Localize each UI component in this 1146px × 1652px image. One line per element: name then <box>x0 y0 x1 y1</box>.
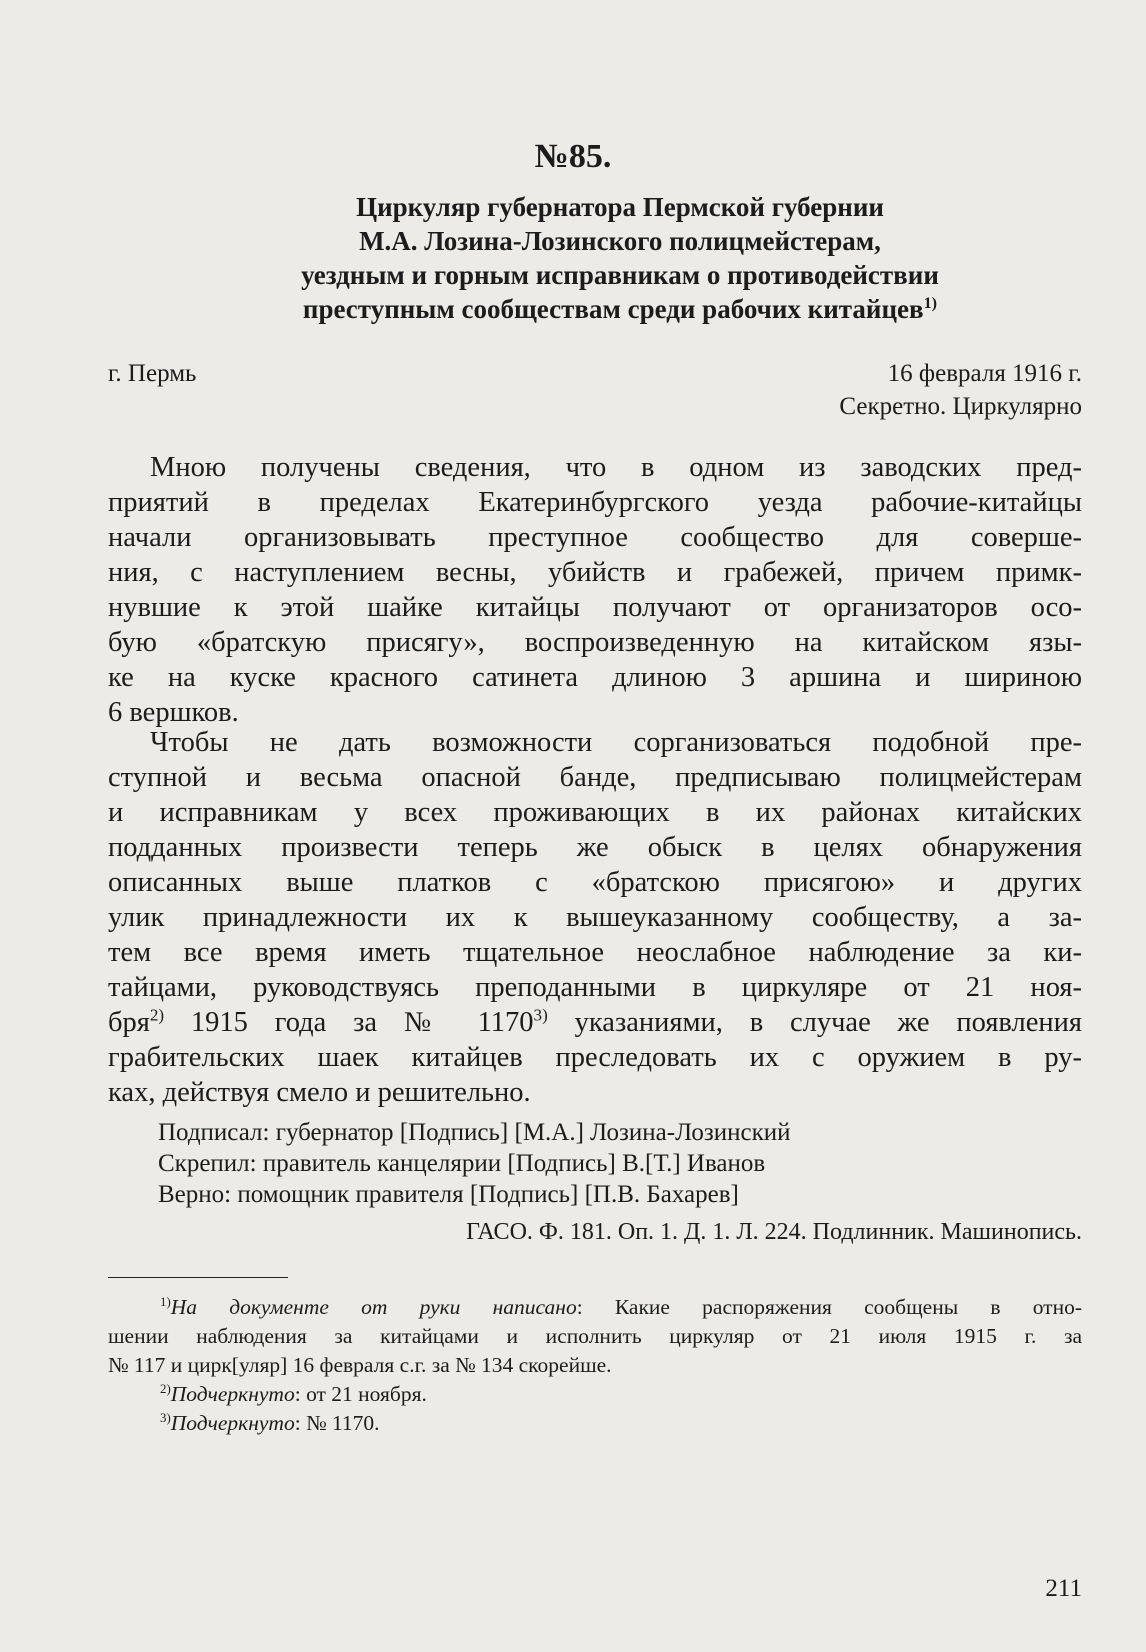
text-fragment: указаниями, в случае же появления <box>547 1007 1082 1038</box>
page-number: 211 <box>1045 1575 1082 1602</box>
text-line: нувшие к этой шайке китайцы получают от организаторов осо- <box>108 592 1082 623</box>
classification: Секретно. Циркулярно <box>839 393 1082 420</box>
archive-reference: ГАСО. Ф. 181. Оп. 1. Д. 1. Л. 224. Подлинник. Машинопись. <box>466 1219 1082 1245</box>
footnote-text: : от 21 ноября. <box>294 1382 427 1406</box>
signature-line: Верно: помощник правителя [Подпись] [П.В. Бахарев] <box>158 1181 739 1208</box>
footnote-ref: 3) <box>533 1005 548 1025</box>
date: 16 февраля 1916 г. <box>887 360 1082 387</box>
footnote-ref: 2) <box>149 1005 165 1025</box>
text-fragment: 1915 года за № 1170 <box>164 1007 534 1038</box>
signature-line: Подписал: губернатор [Подпись] [М.А.] Лозина-Лозинский <box>158 1119 791 1146</box>
text-line: бую «братскую присягу», воспроизведенную на китайском язы- <box>108 627 1082 658</box>
paragraph-2 <box>108 725 1082 1110</box>
title-line: Циркуляр губернатора Пермской губернии <box>356 192 884 222</box>
title-line-text: преступным сообществам среди рабочих китайцев <box>302 294 924 324</box>
footnote-label: Подчеркнуто <box>170 1382 295 1406</box>
text-line: Мною получены сведения, что в одном из заводских пред- <box>150 452 1082 483</box>
footnote-1 <box>108 1293 1082 1322</box>
footnote-2 <box>108 1380 1082 1409</box>
footnote-1-cont: № 117 и цирк[уляр] 16 февраля с.г. за № 134 скорейше. <box>108 1353 612 1377</box>
text-line <box>108 1005 1082 1040</box>
text-line: приятий в пределах Екатеринбургского уезда рабочие-китайцы <box>108 487 1082 518</box>
footnote-marker: 2) <box>160 1381 171 1396</box>
footnote-text: : № 1170. <box>294 1411 380 1435</box>
text-line: и исправникам у всех проживающих в их районах китайских <box>108 797 1082 828</box>
title-line <box>150 292 1090 326</box>
text-line: начали организовывать преступное сообщество для соверше- <box>108 522 1082 553</box>
footnote-marker: 1) <box>160 1294 171 1309</box>
paragraph-1 <box>108 450 1082 730</box>
text-line: улик принадлежности их к вышеуказанному сообществу, а за- <box>108 902 1082 933</box>
footnote-label: На документе от руки написано <box>170 1295 577 1319</box>
footnote-label: Подчеркнуто <box>170 1411 295 1435</box>
text-line: Чтобы не дать возможности сорганизоваться подобной пре- <box>150 727 1082 758</box>
footnote-ref: 1) <box>923 294 938 312</box>
text-fragment: бря <box>108 1007 150 1038</box>
footnote-divider <box>108 1277 288 1278</box>
place: г. Пермь <box>108 360 197 387</box>
document-title <box>150 190 1090 326</box>
signature-line: Скрепил: правитель канцелярии [Подпись] В.[Т.] Иванов <box>158 1150 766 1177</box>
text-line: тем все время иметь тщательное неослабное наблюдение за ки- <box>108 937 1082 968</box>
footnote-text: : Какие распоряжения сообщены в отно- <box>576 1295 1082 1319</box>
text-line: тайцами, руководствуясь преподанными в циркуляре от 21 ноя- <box>108 972 1082 1003</box>
text-line: ступной и весьма опасной банде, предписываю полицмейстерам <box>108 762 1082 793</box>
title-line: уездным и горным исправникам о противодействии <box>301 260 939 290</box>
text-line: ния, с наступлением весны, убийств и грабежей, причем примк- <box>108 557 1082 588</box>
footnotes <box>108 1293 1082 1438</box>
footnote-marker: 3) <box>160 1410 171 1425</box>
footnote-3 <box>108 1409 1082 1438</box>
document-number: №85. <box>534 138 612 175</box>
text-line: 6 вершков. <box>108 697 239 728</box>
text-line: ках, действуя смело и решительно. <box>108 1077 531 1108</box>
footnote-1-cont: шении наблюдения за китайцами и исполнить циркуляр от 21 июля 1915 г. за <box>108 1324 1082 1348</box>
text-line: ке на куске красного сатинета длиною 3 аршина и шириною <box>108 662 1082 693</box>
text-line: грабительских шаек китайцев преследовать их с оружием в ру- <box>108 1042 1082 1073</box>
text-line: подданных произвести теперь же обыск в целях обнаружения <box>108 832 1082 863</box>
title-line: М.А. Лозина-Лозинского полицмейстерам, <box>359 226 881 256</box>
text-line: описанных выше платков с «братскою присягою» и других <box>108 867 1082 898</box>
signatures <box>158 1117 791 1210</box>
